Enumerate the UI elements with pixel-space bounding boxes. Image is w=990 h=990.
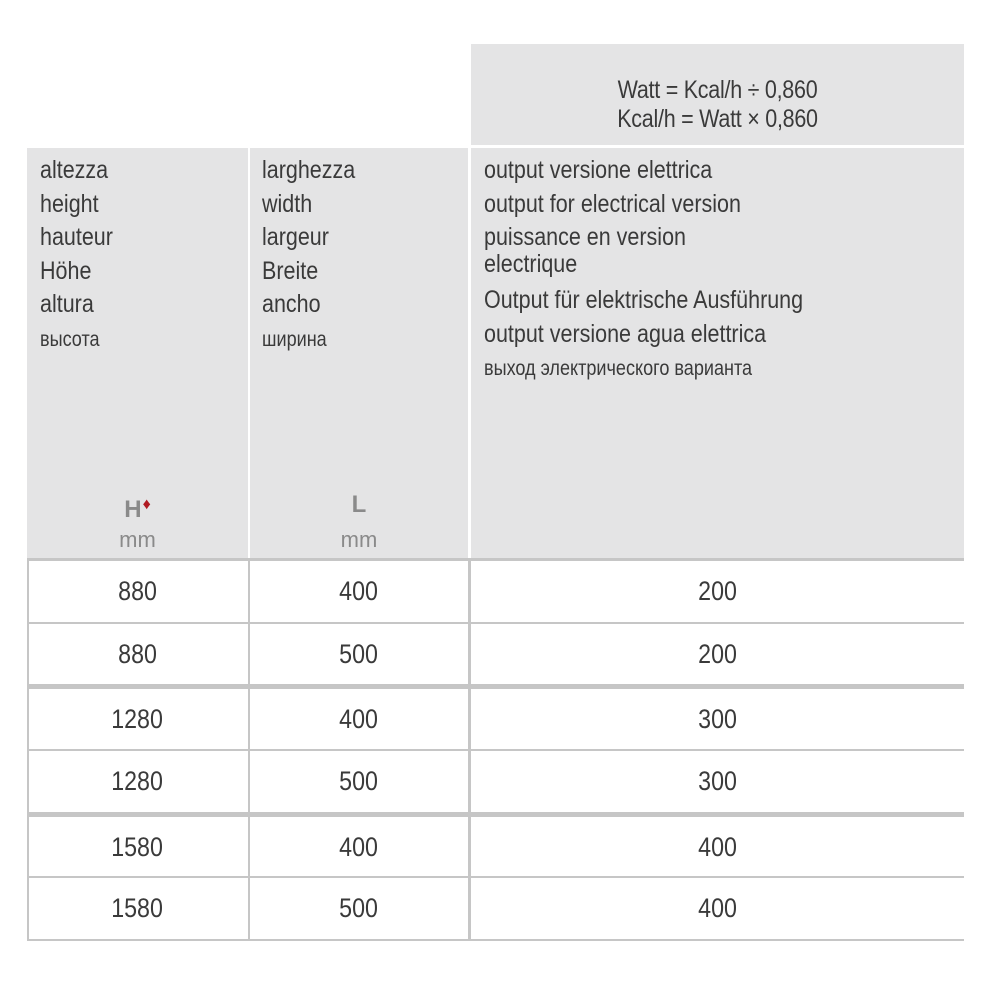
- label-width-es: ancho: [262, 290, 321, 318]
- table-row: [27, 878, 964, 938]
- label-width-it: larghezza: [262, 156, 356, 184]
- label-output-it: output versione elettrica: [484, 156, 713, 184]
- label-width-fr: largeur: [262, 223, 329, 251]
- cell-output: 400: [698, 893, 737, 923]
- label-output-ru: выход электрического варианта: [484, 357, 753, 380]
- table-row: [27, 817, 964, 877]
- cell-output: 300: [698, 766, 737, 796]
- header-height: [27, 148, 248, 558]
- cell-width: 400: [339, 704, 379, 734]
- label-height-it: altezza: [40, 156, 109, 184]
- label-height-de: Höhe: [40, 256, 92, 285]
- cell-height: 1280: [111, 766, 164, 796]
- width-symbol: L: [351, 491, 367, 518]
- label-height-ru: высота: [40, 327, 100, 351]
- grid-bottom-border: [27, 939, 964, 941]
- cell-width: 500: [339, 639, 379, 669]
- cell-width: 400: [339, 576, 379, 606]
- table-row: [27, 689, 964, 749]
- label-height-es: altura: [40, 290, 94, 318]
- label-width-en: width: [262, 189, 313, 218]
- label-output-fr-1: puissance en version: [484, 223, 686, 251]
- label-output-en: output for electrical version: [484, 189, 741, 218]
- header-width: [250, 148, 468, 558]
- height-symbol: H♦: [124, 496, 151, 523]
- label-width-ru: ширина: [262, 327, 327, 351]
- cell-height: 1580: [111, 832, 164, 862]
- height-unit: mm: [119, 527, 156, 552]
- header-output: [471, 148, 964, 558]
- cell-output: 300: [698, 704, 737, 734]
- diamond-marker-icon: ♦: [142, 496, 151, 513]
- cell-height: 880: [118, 576, 157, 606]
- cell-width: 500: [339, 766, 379, 796]
- cell-width: 400: [339, 832, 379, 862]
- formula-watt: Watt = Kcal/h ÷ 0,860: [617, 76, 818, 104]
- cell-height: 880: [118, 639, 157, 669]
- formula-kcal: Kcal/h = Watt × 0,860: [617, 105, 818, 133]
- table-row: [27, 624, 964, 684]
- label-width-de: Breite: [262, 256, 319, 285]
- table-row: [27, 561, 964, 621]
- table-row: [27, 751, 964, 811]
- width-unit: mm: [340, 527, 378, 552]
- conversion-formula-box: [471, 44, 964, 145]
- label-height-fr: hauteur: [40, 223, 113, 251]
- cell-height: 1280: [111, 704, 164, 734]
- label-output-de: Output für elektrische Ausführung: [484, 286, 804, 314]
- cell-output: 400: [698, 832, 737, 862]
- label-height-en: height: [40, 189, 99, 218]
- cell-output: 200: [698, 639, 737, 669]
- label-output-es: output versione agua elettrica: [484, 319, 767, 348]
- cell-height: 1580: [111, 893, 164, 923]
- cell-output: 200: [698, 576, 737, 606]
- cell-width: 500: [339, 893, 379, 923]
- label-output-fr-2: electrique: [484, 250, 578, 278]
